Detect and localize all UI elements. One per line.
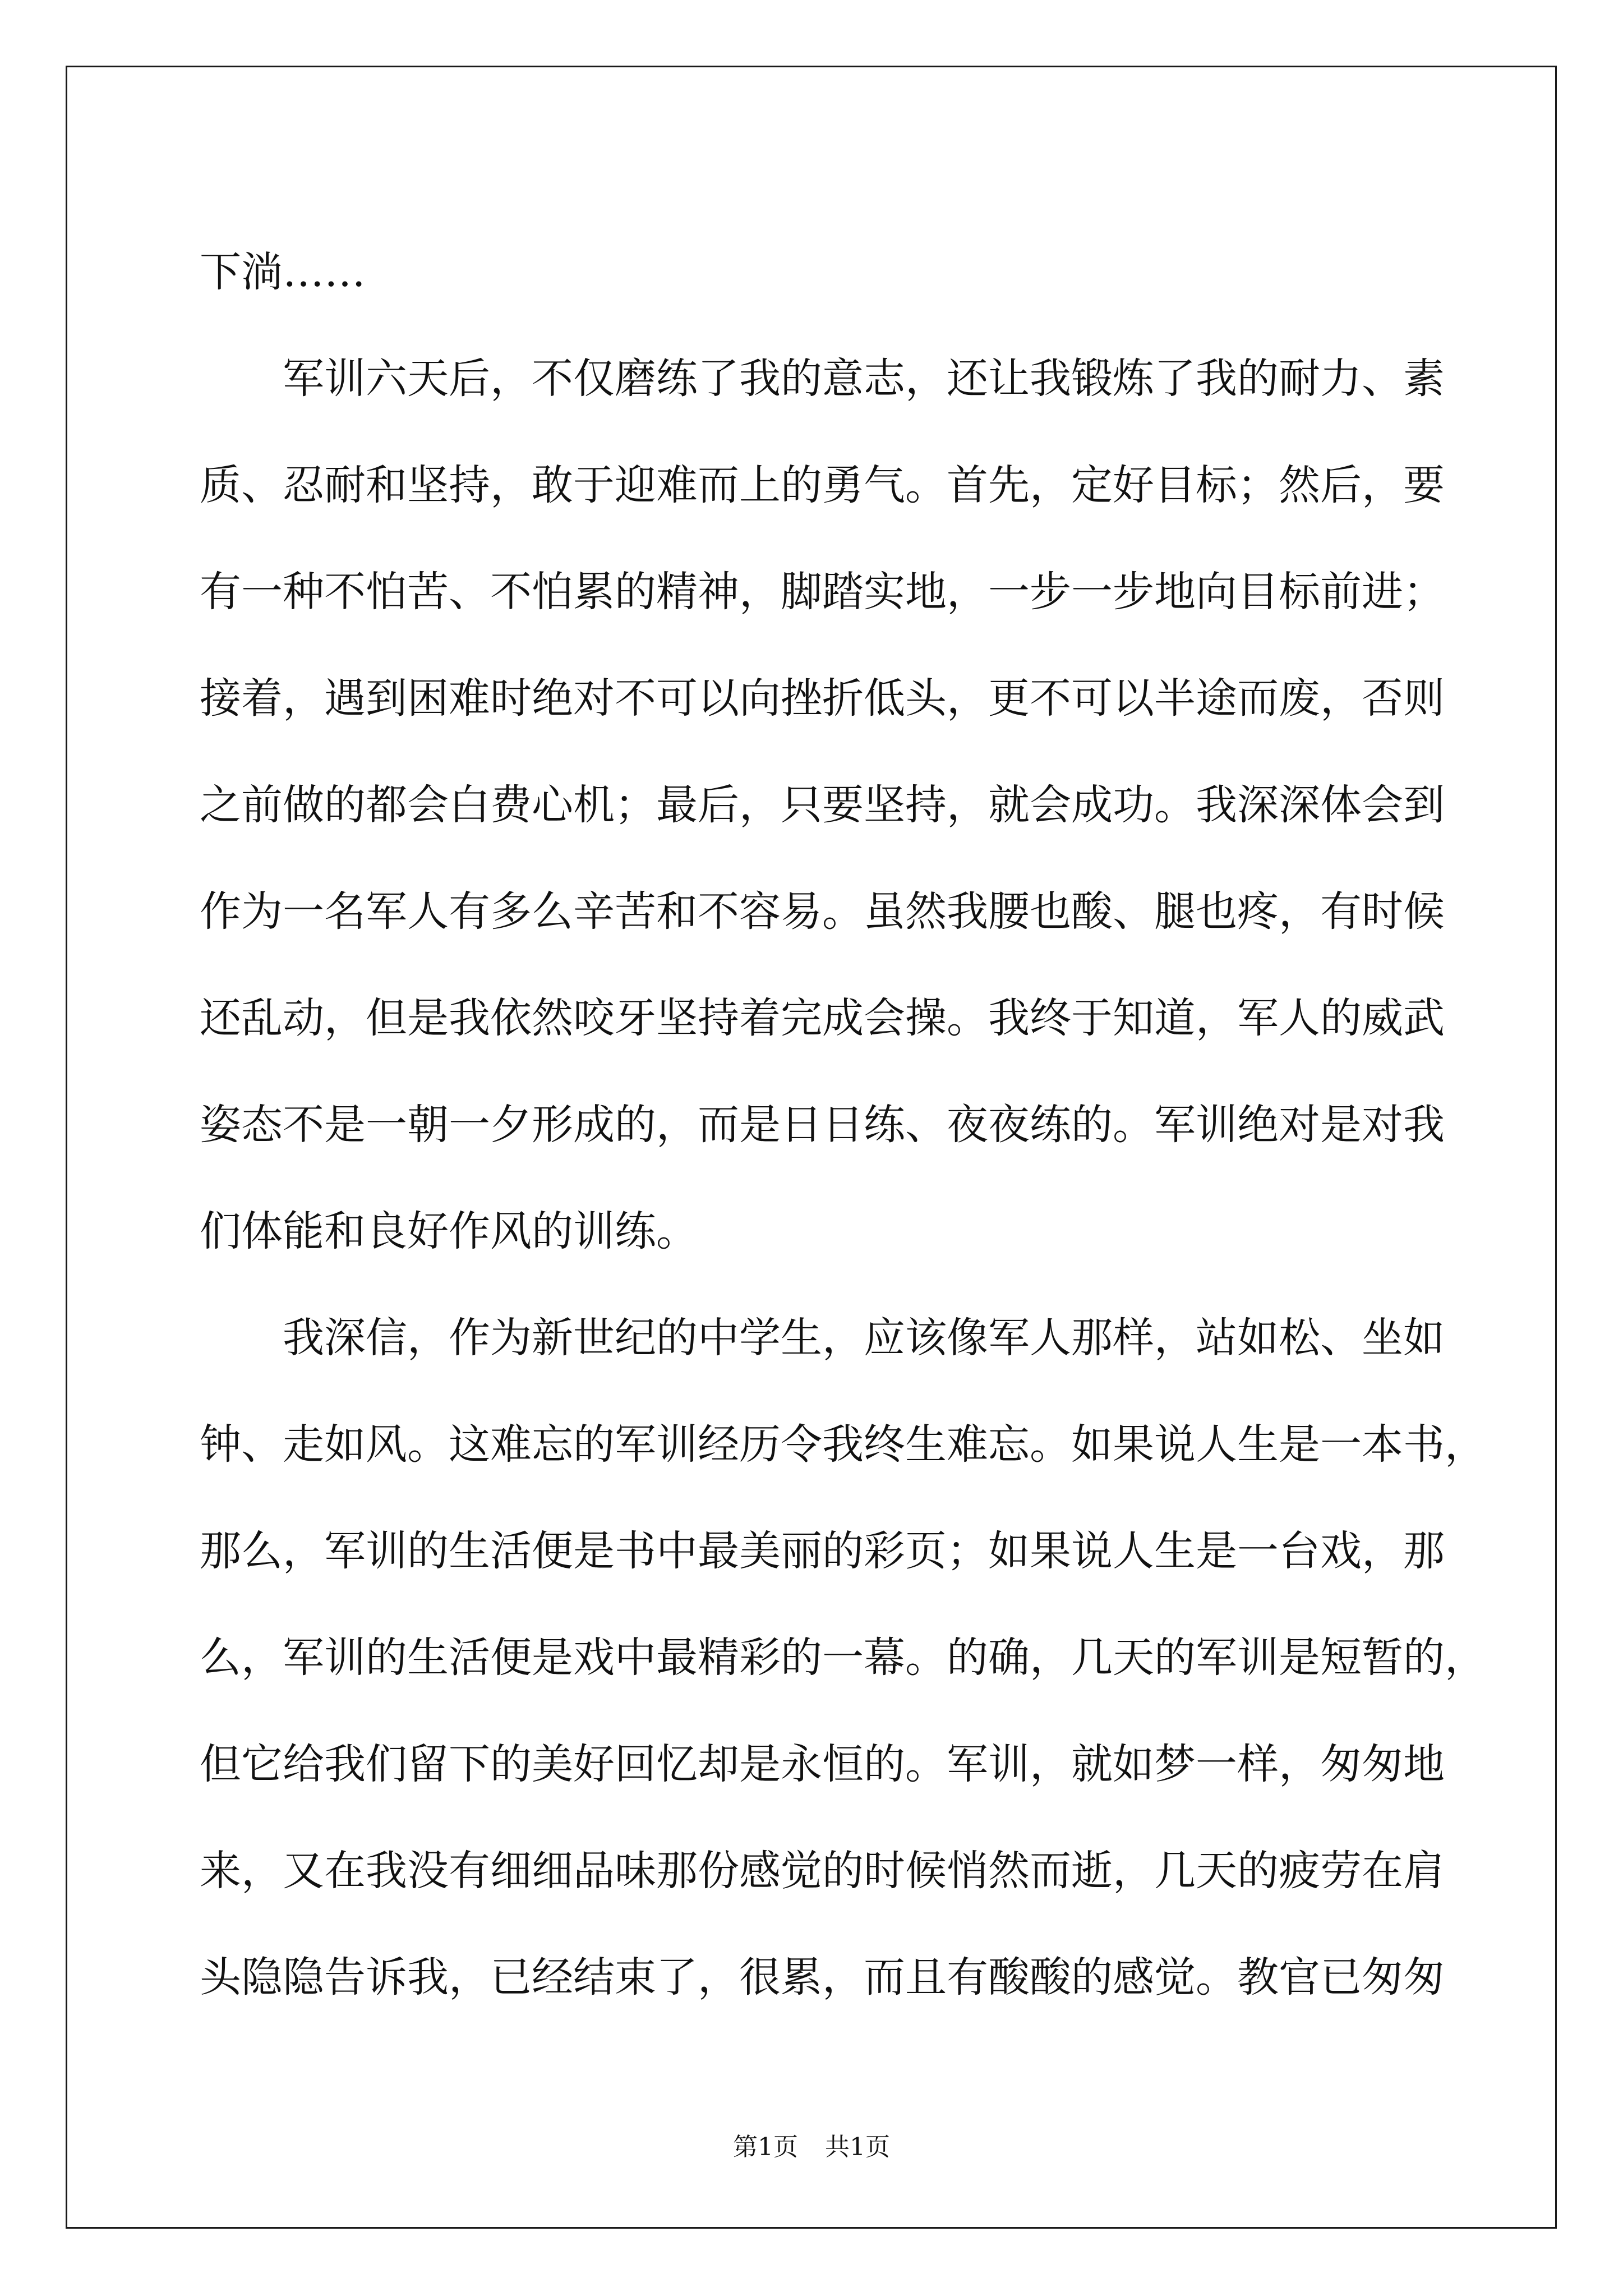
text-line: 质、忍耐和坚持，敢于迎难而上的勇气。首先，定好目标；然后，要 — [200, 461, 1445, 509]
text-line: 还乱动，但是我依然咬牙坚持着完成会操。我终于知道，军人的威武 — [200, 994, 1445, 1042]
text-line: 头隐隐告诉我，已经结束了，很累，而且有酸酸的感觉。教官已匆匆 — [200, 1953, 1445, 2001]
text-line: 姿态不是一朝一夕形成的，而是日日练、夜夜练的。军训绝对是对我 — [200, 1101, 1445, 1149]
text-line: 有一种不怕苦、不怕累的精神，脚踏实地，一步一步地向目标前进； — [200, 568, 1445, 616]
text-line: 么，军训的生活便是戏中最精彩的一幕。的确，几天的军训是短暂的， — [200, 1634, 1486, 1682]
document-body — [200, 219, 1486, 2031]
text-line: 那么，军训的生活便是书中最美丽的彩页；如果说人生是一台戏，那 — [200, 1527, 1445, 1575]
text-line: 作为一名军人有多么辛苦和不容易。虽然我腰也酸、腿也疼，有时候 — [200, 887, 1445, 936]
text-line: 但它给我们留下的美好回忆却是永恒的。军训，就如梦一样，匆匆地 — [200, 1740, 1445, 1788]
page-number: 第1页 — [733, 2133, 798, 2161]
text-line: 们体能和良好作风的训练。 — [200, 1207, 698, 1255]
text-line: 钟、走如风。这难忘的军训经历令我终生难忘。如果说人生是一本书， — [200, 1420, 1486, 1469]
text-line: 下淌…… — [200, 248, 366, 296]
text-line: 来，又在我没有细细品味那份感觉的时候悄然而逝，几天的疲劳在肩 — [200, 1847, 1445, 1895]
page-total: 共1页 — [825, 2133, 890, 2161]
text-line: 我深信，作为新世纪的中学生，应该像军人那样，站如松、坐如 — [283, 1314, 1445, 1362]
text-line: 军训六天后，不仅磨练了我的意志，还让我锻炼了我的耐力、素 — [283, 355, 1445, 403]
text-line: 之前做的都会白费心机；最后，只要坚持，就会成功。我深深体会到 — [200, 781, 1445, 829]
text-line: 接着，遇到困难时绝对不可以向挫折低头，更不可以半途而废，否则 — [200, 674, 1445, 723]
page-footer — [0, 2131, 1623, 2164]
